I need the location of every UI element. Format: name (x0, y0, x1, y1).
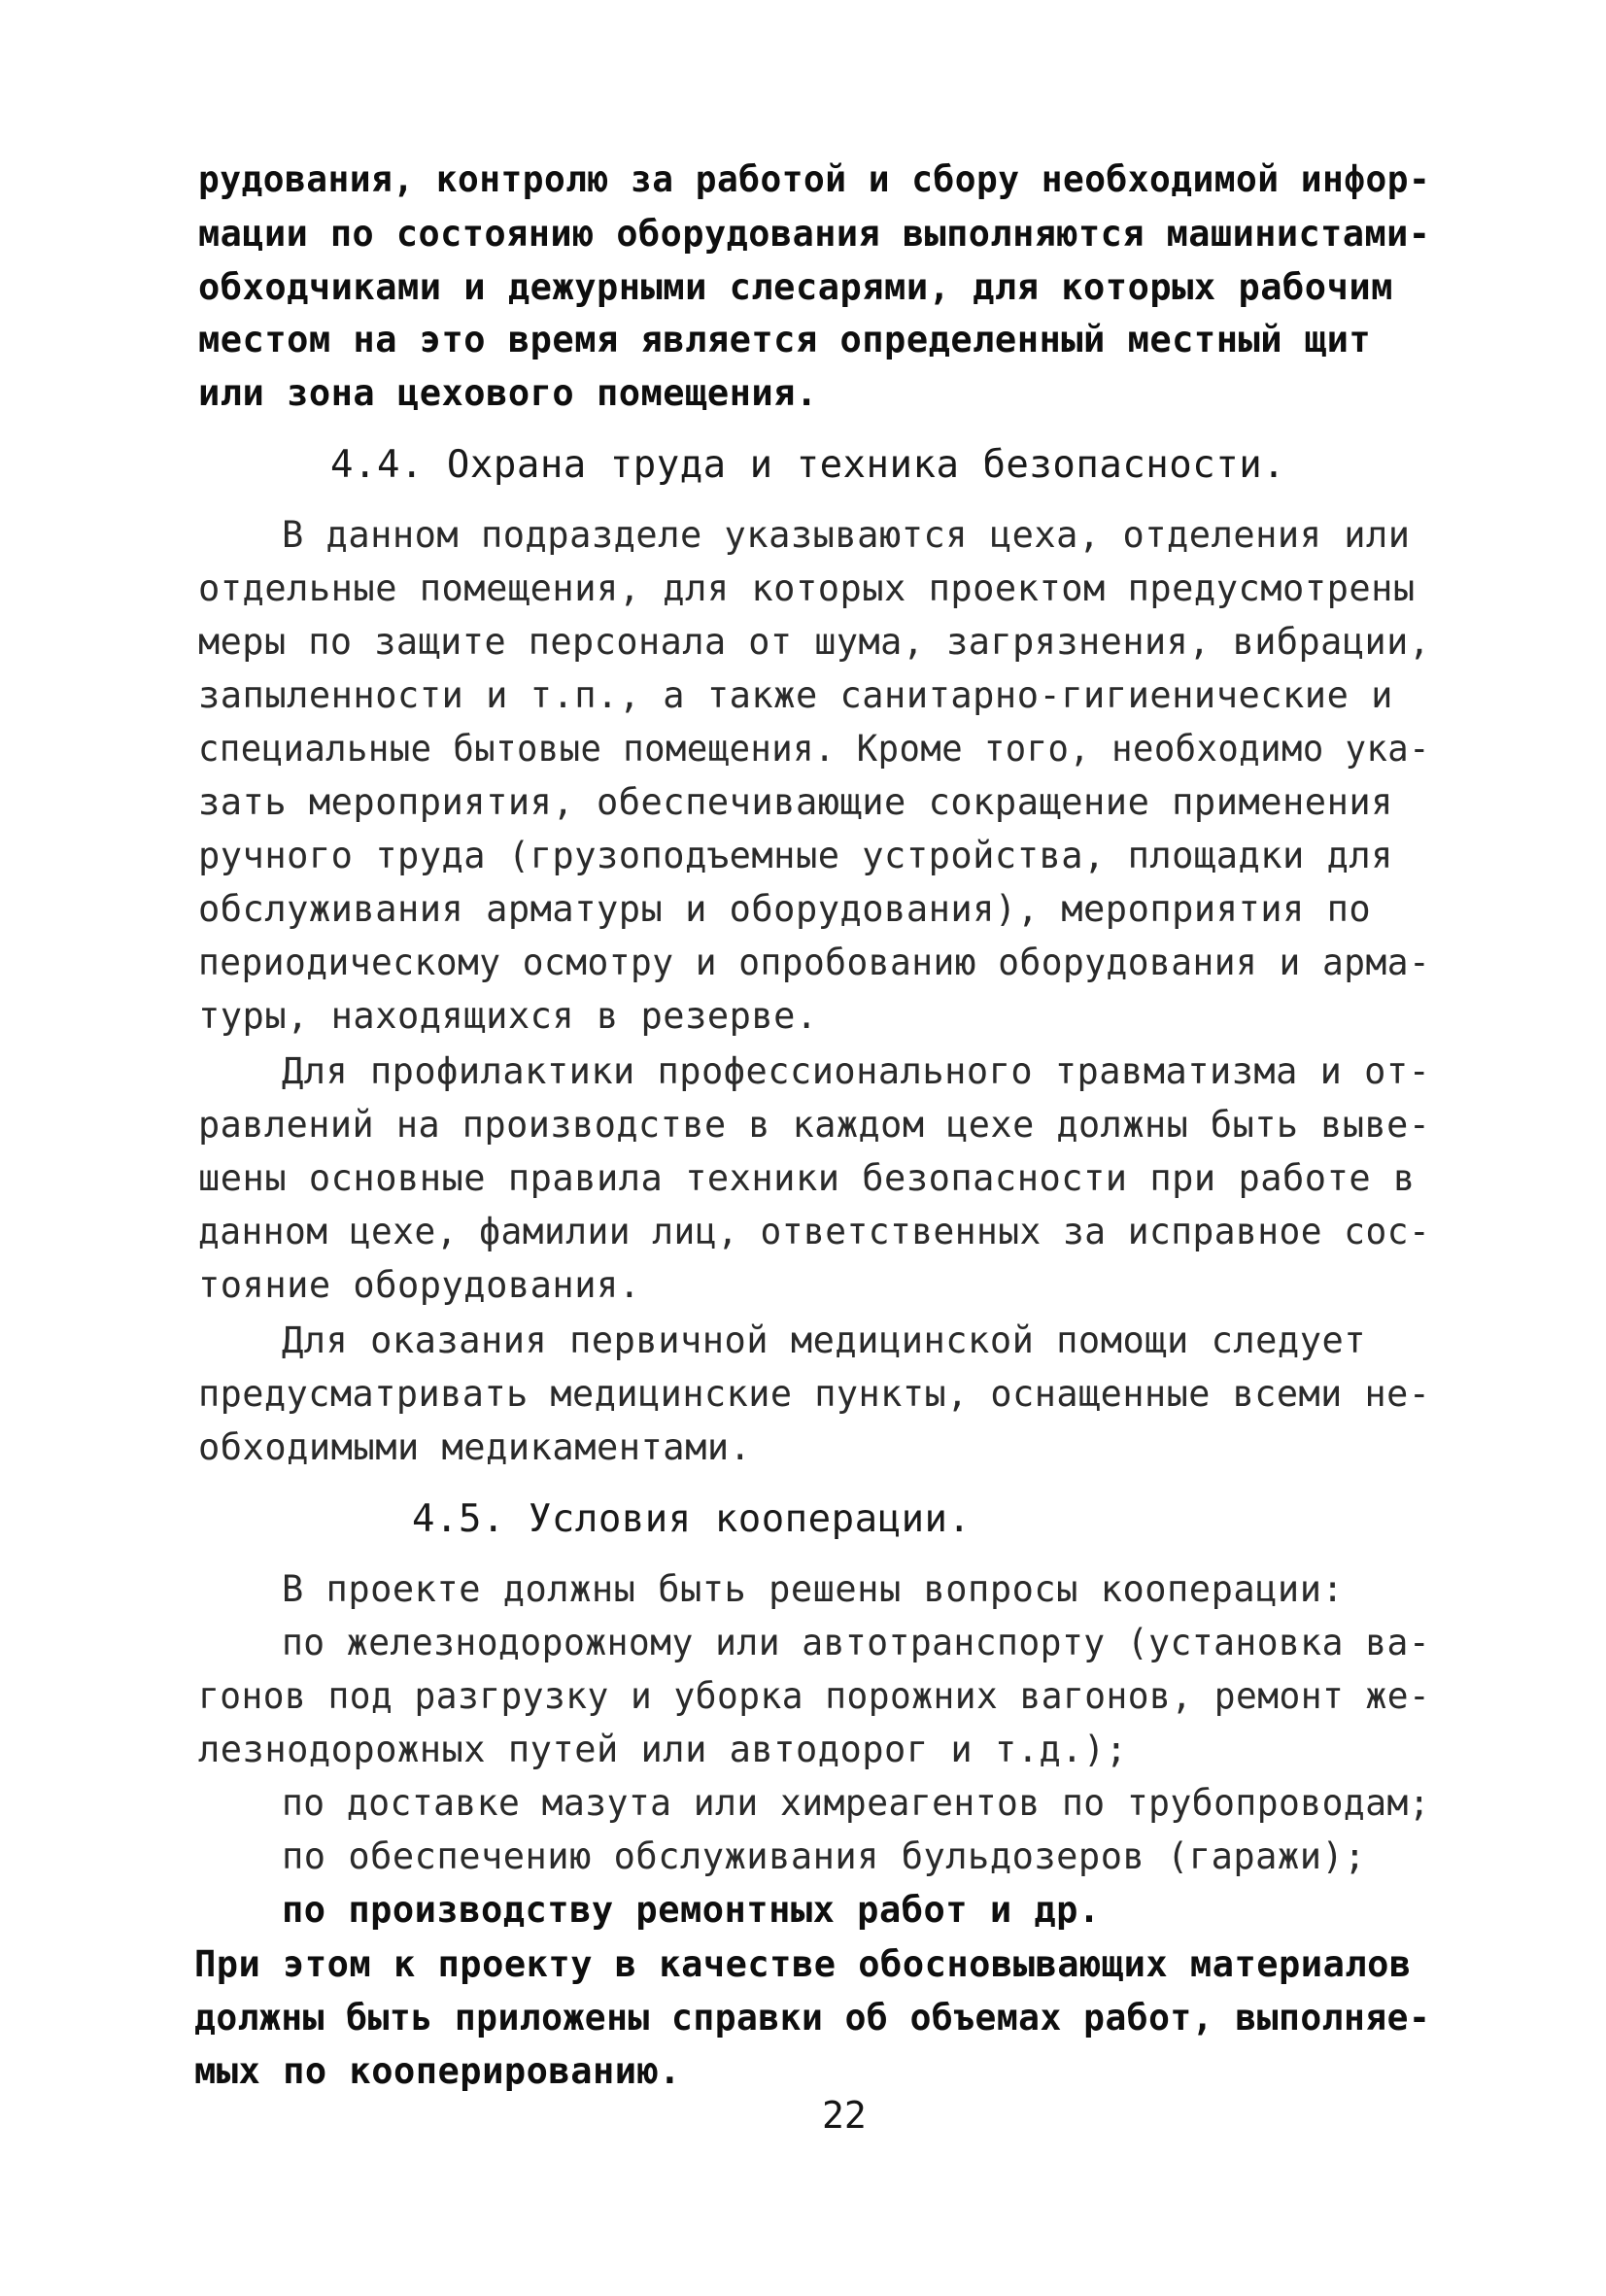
text-line-12: зать мероприятия, обеспечивающие сокращение применения (198, 781, 1393, 823)
text-line-28: гонов под разгрузку и уборка порожних вагонов, ремонт же- (198, 1675, 1431, 1717)
text-line-5: или зона цехового помещения. (198, 372, 818, 414)
text-line-20: данном цехе, фамилии лиц, ответственных за исправное сос- (198, 1211, 1431, 1252)
text-line-22: Для оказания первичной медицинской помощи следует (282, 1319, 1367, 1361)
text-line-17: Для профилактики профессионального травматизма и от- (282, 1050, 1431, 1092)
text-line-8: отдельные помещения, для которых проектом предусмотрены (198, 567, 1416, 609)
text-line-35: мых по кооперированию. (194, 2050, 682, 2092)
text-line-16: туры, находящихся в резерве. (198, 995, 818, 1037)
text-line-23: предусматривать медицинские пункты, оснащенные всеми не- (198, 1373, 1431, 1415)
text-line-34: должны быть приложены справки об объемах работ, выполняе- (194, 1997, 1431, 2039)
text-line-27: по железнодорожному или автотранспорту (установка ва- (282, 1622, 1431, 1663)
text-line-33: При этом к проекту в качестве обосновывающих материалов (194, 1943, 1412, 1985)
text-line-21: тояние оборудования. (198, 1264, 641, 1306)
text-line-13: ручного труда (грузоподъемные устройства, площадки для (198, 835, 1393, 876)
text-line-32: по производству ремонтных работ и др. (282, 1889, 1101, 1931)
text-line-7: В данном подразделе указываются цеха, отделения или (282, 514, 1411, 556)
text-line-2: мации по состоянию оборудования выполняются машинистами- (198, 213, 1431, 255)
text-line-14: обслуживания арматуры и оборудования), мероприятия по (198, 888, 1372, 930)
text-line-3: обходчиками и дежурными слесарями, для которых рабочим (198, 266, 1393, 308)
text-line-24: обходимыми медикаментами. (198, 1426, 752, 1468)
page-number: 22 (822, 2094, 867, 2137)
text-line-15: периодическому осмотру и опробованию оборудования и арма- (198, 942, 1431, 983)
section-heading-4-5: 4.5. Условия кооперации. (412, 1497, 972, 1541)
text-line-19: шены основные правила техники безопасности при работе в (198, 1157, 1416, 1199)
text-line-31: по обеспечению обслуживания бульдозеров (гаражи); (282, 1835, 1367, 1877)
text-line-10: запыленности и т.п., а также санитарно-гигиенические и (198, 674, 1393, 716)
text-line-4: местом на это время является определенный местный щит (198, 319, 1372, 360)
text-line-29: лезнодорожных путей или автодорог и т.д.); (198, 1729, 1128, 1770)
section-heading-4-4: 4.4. Охрана труда и техника безопасности. (330, 443, 1286, 487)
text-line-11: специальные бытовые помещения. Кроме того, необходимо ука- (198, 728, 1431, 770)
text-line-18: равлений на производстве в каждом цехе должны быть выве- (198, 1104, 1431, 1146)
text-line-26: В проекте должны быть решены вопросы кооперации: (282, 1568, 1345, 1610)
text-line-9: меры по защите персонала от шума, загрязнения, вибрации, (198, 621, 1431, 663)
text-line-30: по доставке мазута или химреагентов по трубопроводам; (282, 1782, 1431, 1824)
text-line-1: рудования, контролю за работой и сбору необходимой инфор- (198, 158, 1431, 200)
